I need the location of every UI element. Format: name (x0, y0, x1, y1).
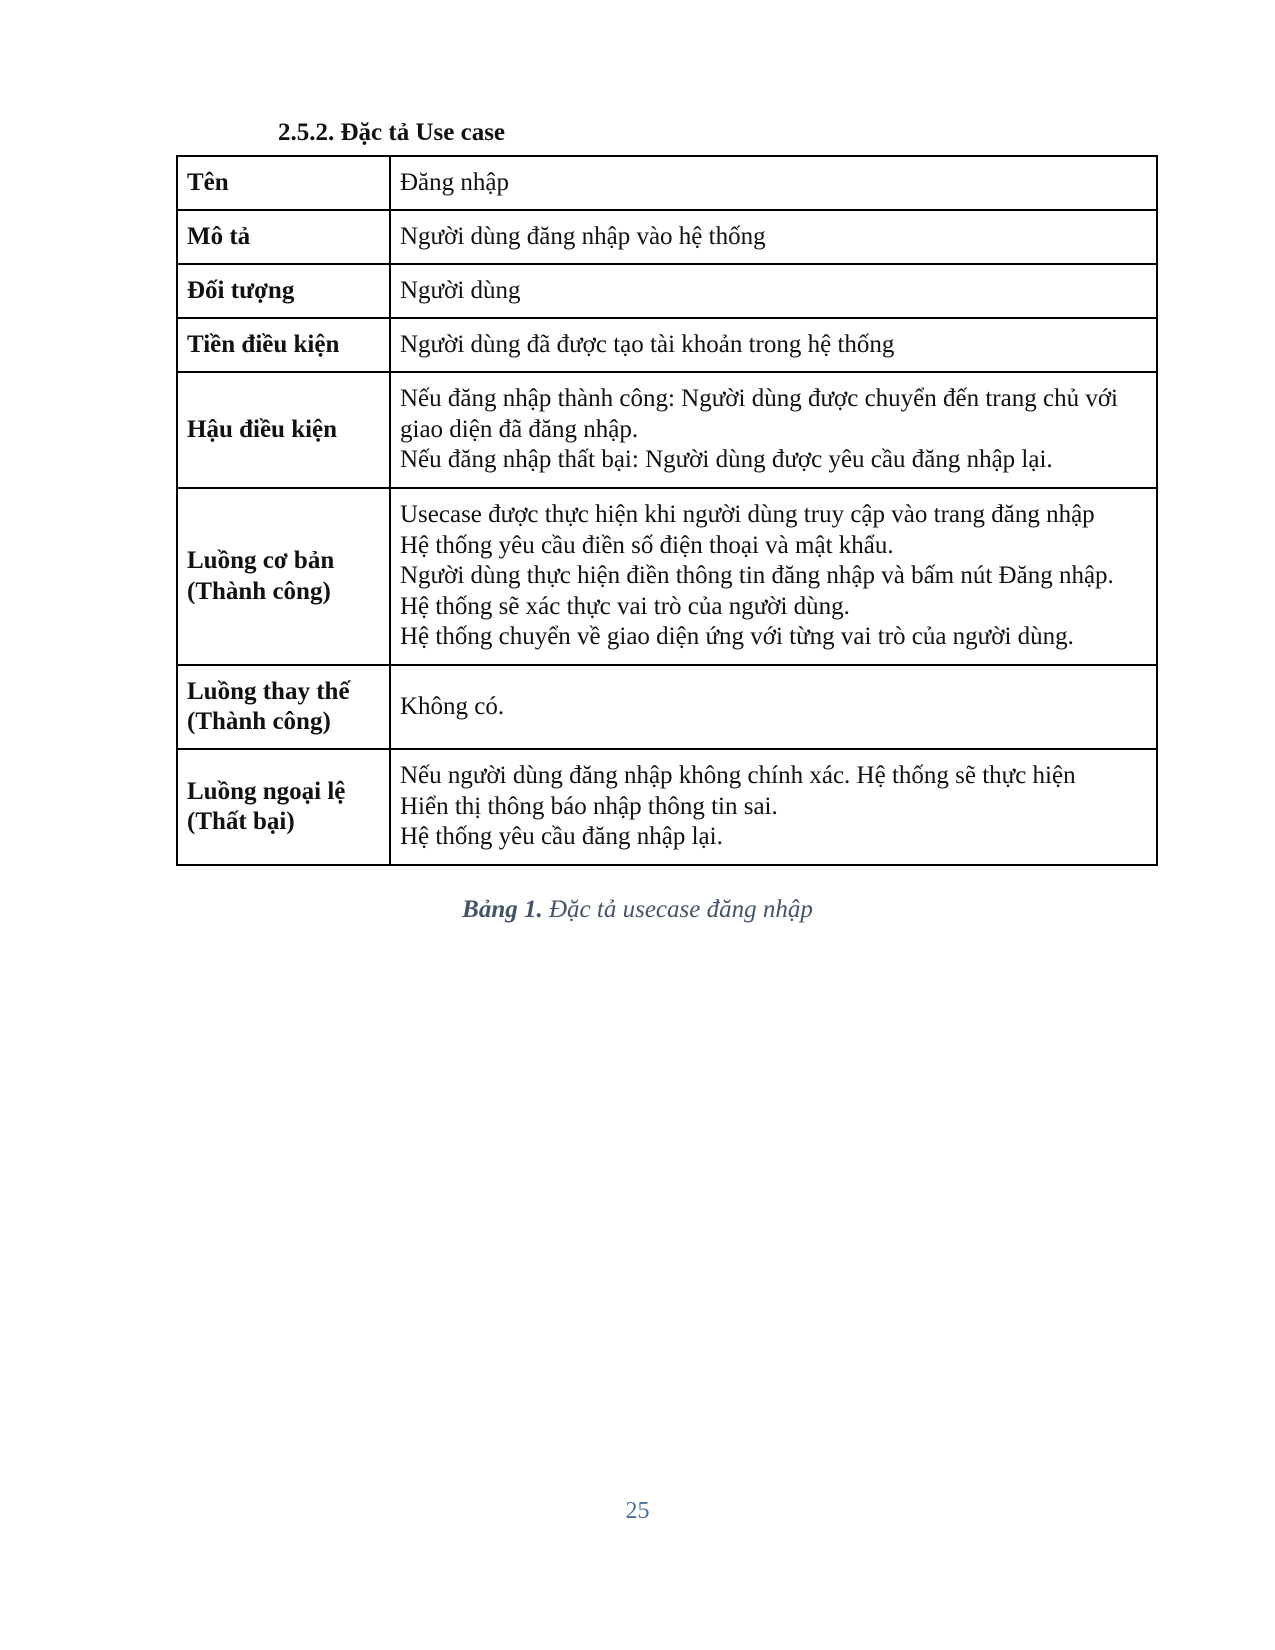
table-row-alternative-flow (177, 665, 1157, 749)
row-value-line: Không có. (400, 692, 505, 720)
row-label-line: Tên (187, 168, 229, 196)
row-label-line: (Thành công) (187, 708, 331, 735)
row-value-line: Hệ thống yêu cầu điền số điện thoại và mật khẩu. (400, 531, 894, 559)
row-value (390, 156, 1157, 210)
row-label-line: Đối tượng (187, 276, 295, 304)
row-value (390, 665, 1157, 749)
row-value (390, 264, 1157, 318)
table-row-postcondition (177, 372, 1157, 488)
row-label (177, 488, 390, 665)
table-row-exception-flow (177, 749, 1157, 865)
row-value-line: Đăng nhập (400, 168, 509, 196)
row-label (177, 318, 390, 372)
caption-text: Đặc tả usecase đăng nhập (549, 896, 813, 923)
row-value (390, 318, 1157, 372)
table-row-basic-flow (177, 488, 1157, 665)
row-value-line: Người dùng (400, 276, 521, 304)
row-value (390, 210, 1157, 264)
row-label-line: (Thất bại) (187, 808, 295, 835)
row-value-line: Người dùng đăng nhập vào hệ thống (400, 222, 766, 250)
table-caption (0, 896, 1275, 924)
row-label (177, 264, 390, 318)
row-label-line: Luồng ngoại lệ (187, 777, 346, 805)
row-value-line: Usecase được thực hiện khi người dùng truy cập vào trang đăng nhập (400, 501, 1095, 529)
row-value-line: Hệ thống yêu cầu đăng nhập lại. (400, 823, 723, 851)
row-value-line: Người dùng thực hiện điền thông tin đăng nhập và bấm nút Đăng nhập. (400, 562, 1114, 590)
row-value (390, 488, 1157, 665)
row-label-line: Luồng thay thế (187, 677, 350, 705)
row-value-line: Hệ thống sẽ xác thực vai trò của người dùng. (400, 592, 850, 620)
row-value-line: Nếu người dùng đăng nhập không chính xác. Hệ thống sẽ thực hiện (400, 762, 1076, 790)
row-value (390, 749, 1157, 865)
row-label (177, 210, 390, 264)
section-heading: 2.5.2. Đặc tả Use case (278, 119, 506, 146)
table-row-name (177, 156, 1157, 210)
row-label-line: Tiền điều kiện (187, 330, 340, 358)
row-value-line: Nếu đăng nhập thành công: Người dùng được chuyển đến trang chủ với giao diện đã đăng nhập. (400, 385, 1118, 443)
row-value-line: Nếu đăng nhập thất bại: Người dùng được yêu cầu đăng nhập lại. (400, 446, 1053, 474)
row-label (177, 665, 390, 749)
table-row-actor (177, 264, 1157, 318)
row-label (177, 749, 390, 865)
caption-label: Bảng 1. (462, 896, 543, 923)
row-value-line: Hiển thị thông báo nhập thông tin sai. (400, 792, 778, 820)
row-label-line: Hậu điều kiện (187, 415, 338, 443)
row-label-line: (Thành công) (187, 577, 331, 605)
row-value-line: Hệ thống chuyển về giao diện ứng với từng vai trò của người dùng. (400, 623, 1074, 651)
usecase-spec-table (176, 155, 1158, 866)
row-label-line: Luồng cơ bản (187, 547, 335, 574)
row-label (177, 372, 390, 488)
table-row-precondition (177, 318, 1157, 372)
row-label-line: Mô tả (187, 222, 251, 250)
row-label (177, 156, 390, 210)
row-value-line: Người dùng đã được tạo tài khoản trong hệ thống (400, 330, 895, 358)
table-row-description (177, 210, 1157, 264)
row-value (390, 372, 1157, 488)
page-number: 25 (625, 1498, 650, 1524)
